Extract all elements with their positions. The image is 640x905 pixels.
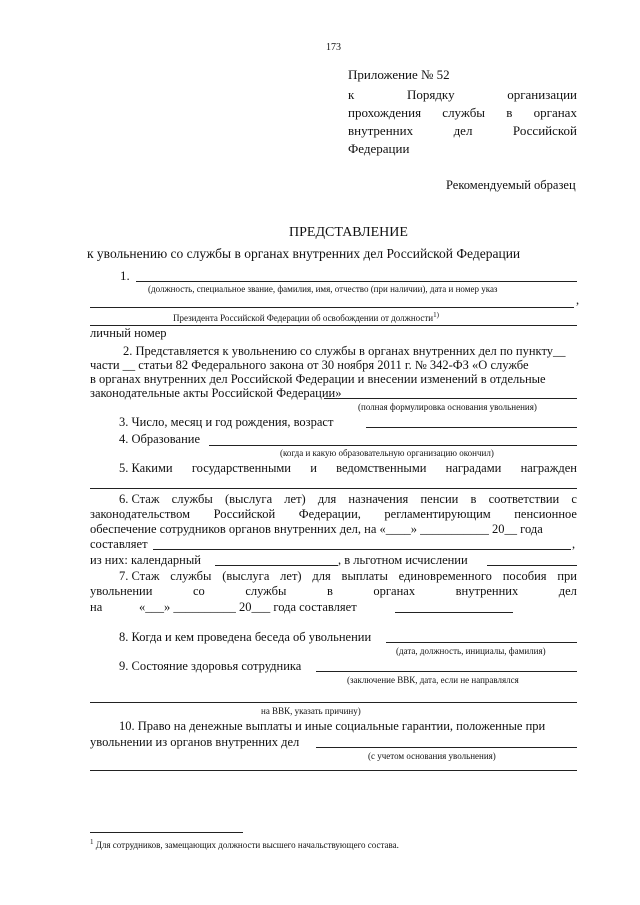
appendix-title: Приложение № 52 xyxy=(348,67,450,82)
footnote: $^1$ Для сотрудников, замещающих должности высшего начальствующего состава. xyxy=(90,838,399,850)
recommended-sample: Рекомендуемый образец xyxy=(446,178,576,192)
item4-field-line xyxy=(209,445,577,446)
item5-line: 5. Какими государственными и ведомственными наградами награжден xyxy=(119,461,577,475)
item10-line-1: 10. Право на денежные выплаты и иные социальные гарантии, положенные при xyxy=(119,719,546,733)
item8-label: 8. Когда и кем проведена беседа об увольнении xyxy=(119,630,372,644)
item4-caption: (когда и какую образовательную организацию окончил) xyxy=(280,448,494,458)
item3-label: 3. Число, месяц и год рождения, возраст xyxy=(119,415,334,429)
item2-line-1: 2. Представляется к увольнению со службы в органах внутренних дел по пункту__ xyxy=(123,344,566,358)
item7-field-line xyxy=(395,612,513,613)
item10-caption: (с учетом основания увольнения) xyxy=(368,751,496,761)
item7-line-2: увольнении со службы в органах внутренних дел xyxy=(90,584,577,598)
item1-field-line xyxy=(136,281,577,282)
item6-field-line xyxy=(153,549,571,550)
item9-caption: (заключение ВВК, дата, если не направлялся xyxy=(347,675,519,685)
page-number: 173 xyxy=(326,42,341,53)
item2-caption: (полная формулировка основания увольнения) xyxy=(358,402,537,412)
item6-preferential-field xyxy=(487,565,577,566)
item8-field-line xyxy=(386,642,577,643)
item2-line-4: законодательные акты Российской Федерации» xyxy=(90,386,342,400)
item2-line-3: в органах внутренних дел Российской Федерации и внесении изменений в отдельные xyxy=(90,372,546,386)
appendix-line-4: Федерации xyxy=(348,141,410,156)
item10-line-2: увольнении из органов внутренних дел xyxy=(90,735,300,749)
item10-field-line xyxy=(316,747,577,748)
footnote-separator xyxy=(90,832,243,833)
item2-line-2: части __ статьи 82 Федерального закона от 30 ноября 2011 г. № 342-ФЗ «О службе xyxy=(90,358,529,372)
document-heading: ПРЕДСТАВЛЕНИЕ xyxy=(289,225,408,240)
appendix-line-2: прохождения службы в органах xyxy=(348,105,577,120)
personal-number-label: личный номер xyxy=(90,326,167,340)
item6-line-3: обеспечение сотрудников органов внутренних дел, на «____» ___________ 20__ года xyxy=(90,522,543,536)
item7-date-line: «___» __________ 20___ года составляет xyxy=(139,600,357,614)
item4-label: 4. Образование xyxy=(119,432,201,446)
item10-field-line-2 xyxy=(90,770,577,771)
item2-field-line xyxy=(324,398,577,399)
item1-caption-2: Президента Российской Федерации об освобождении от должности$^{1)}$ xyxy=(173,311,439,323)
item6-calendar-label: из них: календарный xyxy=(90,553,201,567)
item6-line-2: законодательством Российской Федерации, регламентирующим пенсионное xyxy=(90,507,577,521)
item6-preferential-label: , в льготном исчислении xyxy=(338,553,468,567)
item9-field-line xyxy=(316,671,577,672)
item3-field-line xyxy=(366,427,577,428)
item9-caption-2: на ВВК, указать причину) xyxy=(261,706,361,716)
item6-calendar-field xyxy=(215,565,338,566)
item8-caption: (дата, должность, инициалы, фамилия) xyxy=(396,646,546,656)
item6-line-4-label: составляет xyxy=(90,537,148,551)
item6-line-1: 6. Стаж службы (выслуга лет) для назначения пенсии в соответствии с xyxy=(119,492,577,506)
item1-caption: (должность, специальное звание, фамилия, имя, отчество (при наличии), дата и номер указ xyxy=(148,284,498,294)
item9-field-line-2 xyxy=(90,702,577,703)
item6-comma: , xyxy=(572,537,576,551)
appendix-line-3: внутренних дел Российской xyxy=(348,123,577,138)
item1-comma: , xyxy=(576,293,580,307)
appendix-line-1: к Порядку организации xyxy=(348,87,577,102)
item7-line-1: 7. Стаж службы (выслуга лет) для выплаты единовременного пособия при xyxy=(119,569,577,583)
item7-na: на xyxy=(90,600,103,614)
document-subheading: к увольнению со службы в органах внутренних дел Российской Федерации xyxy=(87,246,521,261)
item9-label: 9. Состояние здоровья сотрудника xyxy=(119,659,302,673)
item1-field-line-2 xyxy=(90,307,574,308)
item5-field-line xyxy=(90,488,577,489)
item1-number: 1. xyxy=(120,268,130,283)
